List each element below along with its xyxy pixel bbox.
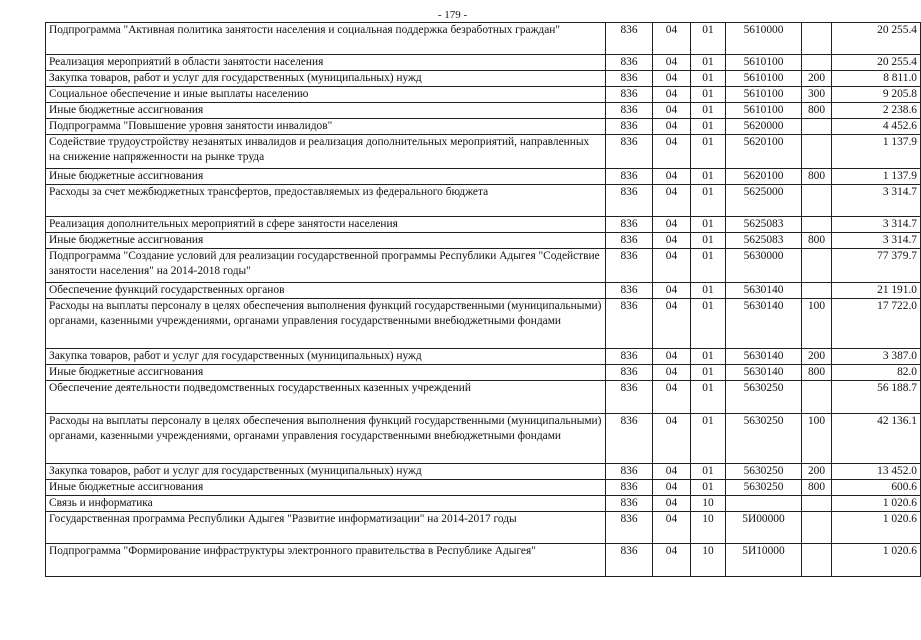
expense-type-code [802, 381, 832, 414]
section-code: 04 [653, 71, 691, 87]
section-code: 04 [653, 299, 691, 349]
amount: 13 452.0 [832, 464, 921, 480]
amount: 3 314.7 [832, 233, 921, 249]
section-code: 04 [653, 135, 691, 169]
row-description: Иные бюджетные ассигнования [46, 103, 606, 119]
row-description: Расходы на выплаты персоналу в целях обеспечения выполнения функций государственными (муниципальными) органами, казенными учреждениями, органами управления государственными внебюджетными фондами [46, 299, 606, 349]
table-row [46, 365, 921, 381]
department-code: 836 [606, 71, 653, 87]
target-article-code: 5610100 [726, 103, 802, 119]
row-description: Расходы на выплаты персоналу в целях обеспечения выполнения функций государственными (муниципальными) органами, казенными учреждениями, органами управления государственными внебюджетными фондами [46, 414, 606, 464]
target-article-code: 5630250 [726, 480, 802, 496]
target-article-code: 5630140 [726, 299, 802, 349]
table-row [46, 217, 921, 233]
department-code: 836 [606, 169, 653, 185]
table-row [46, 414, 921, 464]
amount: 1 020.6 [832, 512, 921, 544]
section-code: 04 [653, 283, 691, 299]
row-description: Иные бюджетные ассигнования [46, 480, 606, 496]
subsection-code: 01 [691, 23, 726, 55]
department-code: 836 [606, 283, 653, 299]
expense-type-code: 100 [802, 414, 832, 464]
subsection-code: 01 [691, 217, 726, 233]
row-description: Закупка товаров, работ и услуг для государственных (муниципальных) нужд [46, 71, 606, 87]
section-code: 04 [653, 103, 691, 119]
expense-type-code [802, 23, 832, 55]
target-article-code: 5610100 [726, 55, 802, 71]
amount: 17 722.0 [832, 299, 921, 349]
target-article-code: 5620000 [726, 119, 802, 135]
target-article-code: 5620100 [726, 169, 802, 185]
table-row [46, 55, 921, 71]
table-row [46, 381, 921, 414]
target-article-code [726, 496, 802, 512]
department-code: 836 [606, 249, 653, 283]
row-description: Реализация дополнительных мероприятий в сфере занятости населения [46, 217, 606, 233]
amount: 9 205.8 [832, 87, 921, 103]
expense-type-code [802, 496, 832, 512]
department-code: 836 [606, 299, 653, 349]
target-article-code: 5625083 [726, 217, 802, 233]
subsection-code: 10 [691, 512, 726, 544]
subsection-code: 01 [691, 381, 726, 414]
department-code: 836 [606, 414, 653, 464]
subsection-code: 01 [691, 135, 726, 169]
department-code: 836 [606, 544, 653, 577]
expense-type-code: 800 [802, 480, 832, 496]
subsection-code: 01 [691, 185, 726, 217]
table-row [46, 233, 921, 249]
amount: 42 136.1 [832, 414, 921, 464]
target-article-code: 5И00000 [726, 512, 802, 544]
row-description: Подпрограмма "Создание условий для реализации государственной программы Республики Адыгея "Содействие занятости населения" на 2014-2018 годы" [46, 249, 606, 283]
section-code: 04 [653, 249, 691, 283]
subsection-code: 01 [691, 414, 726, 464]
expense-type-code: 800 [802, 365, 832, 381]
subsection-code: 01 [691, 464, 726, 480]
page-number: - 179 - [437, 9, 468, 21]
row-description: Расходы за счет межбюджетных трансфертов, предоставляемых из федерального бюджета [46, 185, 606, 217]
row-description: Подпрограмма "Формирование инфраструктуры электронного правительства в Республике Адыгея" [46, 544, 606, 577]
table-row [46, 23, 921, 55]
expense-type-code [802, 283, 832, 299]
target-article-code: 5610100 [726, 71, 802, 87]
target-article-code: 5630140 [726, 365, 802, 381]
department-code: 836 [606, 365, 653, 381]
section-code: 04 [653, 381, 691, 414]
expense-type-code: 800 [802, 169, 832, 185]
row-description: Иные бюджетные ассигнования [46, 169, 606, 185]
expense-type-code: 800 [802, 103, 832, 119]
department-code: 836 [606, 55, 653, 71]
amount: 1 020.6 [832, 496, 921, 512]
table-row [46, 299, 921, 349]
department-code: 836 [606, 233, 653, 249]
target-article-code: 5625083 [726, 233, 802, 249]
table-row [46, 169, 921, 185]
section-code: 04 [653, 233, 691, 249]
section-code: 04 [653, 414, 691, 464]
subsection-code: 01 [691, 233, 726, 249]
amount: 3 314.7 [832, 185, 921, 217]
row-description: Подпрограмма "Повышение уровня занятости инвалидов" [46, 119, 606, 135]
amount: 8 811.0 [832, 71, 921, 87]
row-description: Реализация мероприятий в области занятости населения [46, 55, 606, 71]
expense-type-code [802, 119, 832, 135]
amount: 1 137.9 [832, 135, 921, 169]
table-row [46, 87, 921, 103]
expense-type-code [802, 249, 832, 283]
department-code: 836 [606, 103, 653, 119]
department-code: 836 [606, 217, 653, 233]
department-code: 836 [606, 381, 653, 414]
subsection-code: 01 [691, 55, 726, 71]
target-article-code: 5610000 [726, 23, 802, 55]
amount: 600.6 [832, 480, 921, 496]
department-code: 836 [606, 87, 653, 103]
expense-type-code: 300 [802, 87, 832, 103]
expense-type-code [802, 135, 832, 169]
amount: 4 452.6 [832, 119, 921, 135]
expense-type-code [802, 217, 832, 233]
expense-type-code [802, 185, 832, 217]
table-row [46, 283, 921, 299]
section-code: 04 [653, 87, 691, 103]
subsection-code: 01 [691, 299, 726, 349]
subsection-code: 01 [691, 249, 726, 283]
table-row [46, 544, 921, 577]
subsection-code: 01 [691, 119, 726, 135]
amount: 3 314.7 [832, 217, 921, 233]
department-code: 836 [606, 496, 653, 512]
subsection-code: 01 [691, 71, 726, 87]
target-article-code: 5610100 [726, 87, 802, 103]
row-description: Содействие трудоустройству незанятых инвалидов и реализация дополнительных мероприятий, направленных на снижение напряженности на рынке труда [46, 135, 606, 169]
section-code: 04 [653, 512, 691, 544]
department-code: 836 [606, 135, 653, 169]
target-article-code: 5630140 [726, 349, 802, 365]
amount: 56 188.7 [832, 381, 921, 414]
row-description: Обеспечение деятельности подведомственных государственных казенных учреждений [46, 381, 606, 414]
department-code: 836 [606, 23, 653, 55]
expense-type-code [802, 512, 832, 544]
row-description: Государственная программа Республики Адыгея "Развитие информатизации" на 2014-2017 годы [46, 512, 606, 544]
section-code: 04 [653, 544, 691, 577]
amount: 1 137.9 [832, 169, 921, 185]
section-code: 04 [653, 496, 691, 512]
table-row [46, 185, 921, 217]
target-article-code: 5630250 [726, 381, 802, 414]
subsection-code: 01 [691, 283, 726, 299]
subsection-code: 01 [691, 349, 726, 365]
section-code: 04 [653, 365, 691, 381]
department-code: 836 [606, 185, 653, 217]
table-row [46, 480, 921, 496]
amount: 1 020.6 [832, 544, 921, 577]
amount: 20 255.4 [832, 23, 921, 55]
amount: 21 191.0 [832, 283, 921, 299]
section-code: 04 [653, 55, 691, 71]
budget-table [45, 22, 921, 577]
target-article-code: 5630140 [726, 283, 802, 299]
department-code: 836 [606, 349, 653, 365]
subsection-code: 10 [691, 496, 726, 512]
row-description: Социальное обеспечение и иные выплаты населению [46, 87, 606, 103]
department-code: 836 [606, 480, 653, 496]
amount: 82.0 [832, 365, 921, 381]
row-description: Иные бюджетные ассигнования [46, 365, 606, 381]
expense-type-code [802, 55, 832, 71]
expense-type-code: 800 [802, 233, 832, 249]
target-article-code: 5630000 [726, 249, 802, 283]
department-code: 836 [606, 464, 653, 480]
section-code: 04 [653, 217, 691, 233]
row-description: Закупка товаров, работ и услуг для государственных (муниципальных) нужд [46, 464, 606, 480]
table-row [46, 119, 921, 135]
target-article-code: 5630250 [726, 414, 802, 464]
subsection-code: 01 [691, 169, 726, 185]
section-code: 04 [653, 185, 691, 217]
target-article-code: 5И10000 [726, 544, 802, 577]
table-row [46, 512, 921, 544]
subsection-code: 01 [691, 87, 726, 103]
department-code: 836 [606, 119, 653, 135]
row-description: Подпрограмма "Активная политика занятости населения и социальная поддержка безработных граждан" [46, 23, 606, 55]
expense-type-code [802, 544, 832, 577]
expense-type-code: 200 [802, 349, 832, 365]
amount: 77 379.7 [832, 249, 921, 283]
table-row [46, 464, 921, 480]
subsection-code: 01 [691, 480, 726, 496]
expense-type-code: 200 [802, 464, 832, 480]
table-row [46, 135, 921, 169]
subsection-code: 10 [691, 544, 726, 577]
section-code: 04 [653, 480, 691, 496]
table-row [46, 249, 921, 283]
amount: 3 387.0 [832, 349, 921, 365]
section-code: 04 [653, 464, 691, 480]
table-row [46, 71, 921, 87]
table-row [46, 103, 921, 119]
department-code: 836 [606, 512, 653, 544]
row-description: Закупка товаров, работ и услуг для государственных (муниципальных) нужд [46, 349, 606, 365]
target-article-code: 5620100 [726, 135, 802, 169]
section-code: 04 [653, 119, 691, 135]
target-article-code: 5630250 [726, 464, 802, 480]
expense-type-code: 200 [802, 71, 832, 87]
target-article-code: 5625000 [726, 185, 802, 217]
amount: 20 255.4 [832, 55, 921, 71]
subsection-code: 01 [691, 365, 726, 381]
section-code: 04 [653, 23, 691, 55]
section-code: 04 [653, 349, 691, 365]
subsection-code: 01 [691, 103, 726, 119]
amount: 2 238.6 [832, 103, 921, 119]
row-description: Иные бюджетные ассигнования [46, 233, 606, 249]
table-row [46, 349, 921, 365]
section-code: 04 [653, 169, 691, 185]
row-description: Связь и информатика [46, 496, 606, 512]
table-row [46, 496, 921, 512]
expense-type-code: 100 [802, 299, 832, 349]
row-description: Обеспечение функций государственных органов [46, 283, 606, 299]
